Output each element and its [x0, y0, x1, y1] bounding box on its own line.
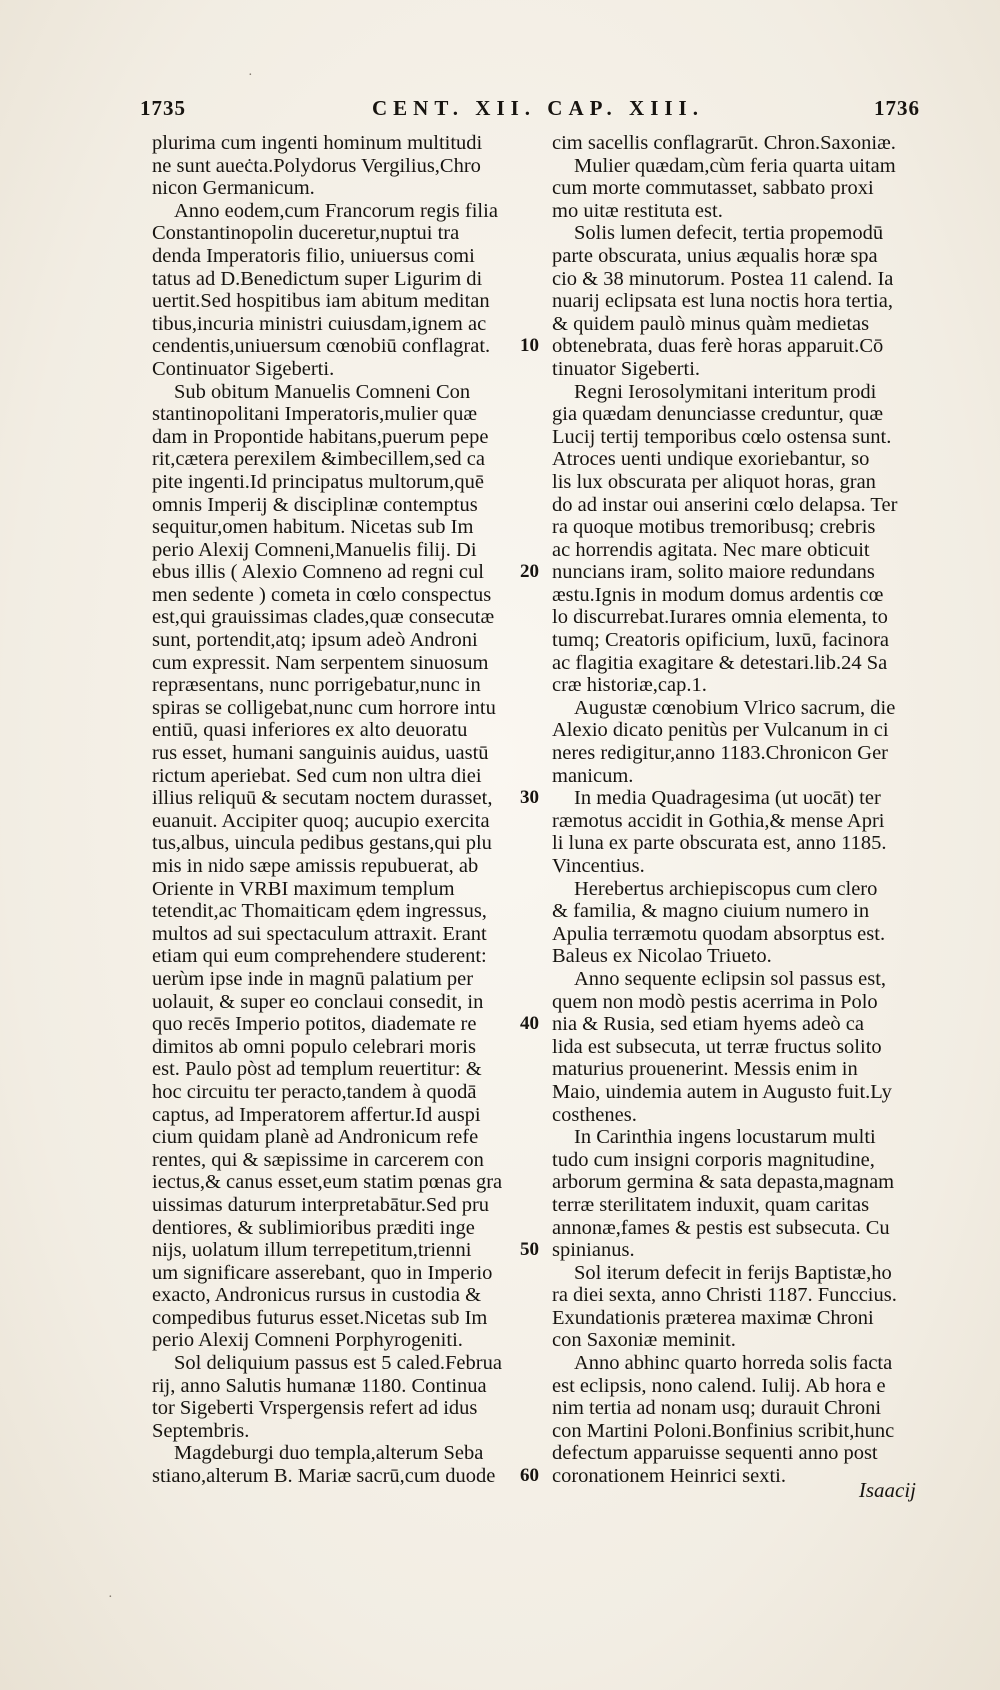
line-number: 60 [520, 1465, 539, 1487]
text-line: Regni Ierosolymitani interitum prodi [574, 380, 877, 403]
text-line: Apulia terræmotu quodam absorptus est. [552, 922, 886, 945]
catchword: Isaacij [858, 1478, 916, 1502]
text-line: In Carinthia ingens locustarum multi [574, 1126, 876, 1149]
text-line: multos ad sui spectaculum attraxit. Erant [152, 922, 487, 945]
text-line: ne sunt aueċta.Polydorus Vergilius,Chro [152, 154, 481, 177]
text-line: tatus ad D.Benedictum super Ligurim di [152, 267, 483, 290]
text-line: rus esset, humani sanguinis auidus, uastū [152, 742, 489, 765]
text-line: gia quædam denunciasse creduntur, quæ [552, 403, 884, 426]
text-line: sequitur,omen habitum. Nicetas sub Im [152, 516, 474, 539]
text-line: tumq; Creatoris opificium, luxū, facinora [552, 629, 890, 652]
left-column [152, 132, 520, 1488]
text-line: repræsentans, nunc porrigebatur,nunc in [152, 674, 481, 697]
page-header [140, 96, 920, 126]
text-line: etiam qui eum comprehendere studerent: [152, 945, 487, 968]
text-line: maturius prouenerint. Messis enim in [552, 1058, 858, 1081]
text-line: rentes, qui & sæpissime in carcerem con [152, 1148, 484, 1171]
text-line: entiū, quasi inferiores ex alto deuoratu [152, 719, 468, 742]
text-line: & familia, & magno ciuium numero in [552, 900, 870, 923]
text-line: Magdeburgi duo templa,alterum Seba [174, 1442, 484, 1465]
text-line: rit,cætera perexilem &imbecillem,sed ca [152, 448, 485, 471]
text-line: tetendit,ac Thomaiticam ędem ingressus, [152, 900, 487, 923]
text-line: rij, anno Salutis humanæ 1180. Continua [152, 1374, 487, 1397]
line-number: 20 [520, 561, 539, 583]
text-line: tor Sigeberti Vrspergensis refert ad idus [152, 1397, 478, 1420]
right-column [552, 132, 927, 1488]
text-line: captus, ad Imperatorem affertur.Id auspi [152, 1103, 481, 1126]
text-line: tibus,incuria ministri cuiusdam,ignem ac [152, 312, 487, 335]
text-line: spinianus. [552, 1239, 635, 1262]
text-line: lo discurrebat.Iurares omnia elementa, to [552, 606, 888, 629]
text-line: manicum. [552, 764, 634, 787]
page-number-left: 1735 [140, 96, 186, 120]
line-number: 30 [520, 787, 539, 809]
text-line: Augustæ cœnobium Vlrico sacrum, die [574, 696, 896, 719]
text-line: Sol iterum defecit in ferijs Baptistæ,ho [574, 1261, 892, 1284]
text-line: ra quoque motibus tremoribusq; crebris [552, 516, 876, 539]
text-line: euanuit. Accipiter quoq; aucupio exercita [152, 809, 490, 832]
text-line: con Saxoniæ meminit. [552, 1329, 736, 1352]
text-line: um significare asserebant, quo in Imperio [152, 1261, 493, 1284]
text-line: est eclipsis, nono calend. Iulij. Ab hora e [552, 1374, 886, 1397]
text-line: quo recēs Imperio potitos, diademate re [152, 1013, 477, 1036]
text-line: Septembris. [152, 1419, 250, 1442]
line-number: 40 [520, 1013, 539, 1035]
text-line: li luna ex parte obscurata est, anno 1185. [552, 832, 887, 855]
text-line: mo uitæ restituta est. [552, 199, 723, 222]
running-title: CENT. XII. CAP. XIII. [372, 96, 704, 120]
text-line: costhenes. [552, 1103, 637, 1126]
text-line: nim tertia ad nonam usq; durauit Chroni [552, 1397, 882, 1420]
text-line: cium quidam planè ad Andronicum refe [152, 1126, 479, 1149]
text-line: cum expressit. Nam serpentem sinuosum [152, 651, 489, 674]
text-line: In media Quadragesima (ut uocāt) ter [574, 787, 881, 810]
text-line: hoc circuitu ter peracto,tandem à quodā [152, 1080, 477, 1103]
text-line: iectus,& canus esset,eum statim pœnas gra [152, 1171, 503, 1194]
text-line: men sedente ) cometa in cœlo conspectus [152, 583, 492, 606]
text-line: cio & 38 minutorum. Postea 11 calend. Ia [552, 267, 894, 290]
text-line: Anno abhinc quarto horreda solis facta [574, 1352, 893, 1375]
text-line: stiano,alterum B. Mariæ sacrū,cum duode [152, 1465, 496, 1488]
text-line: ac flagitia exagitare & detestari.lib.24 Sa [552, 651, 888, 674]
text-line: do ad instar oui anserini cœlo delapsa. Ter [552, 493, 898, 516]
text-line: nijs, uolatum illum terrepetitum,trienni [152, 1239, 472, 1262]
text-line: coronationem Heinrici sexti. [552, 1465, 786, 1488]
text-line: ebus illis ( Alexio Comneno ad regni cul [152, 561, 484, 584]
text-line: cræ historiæ,cap.1. [552, 674, 707, 697]
text-line: Constantinopolin duceretur,nuptui tra [152, 222, 460, 245]
paper-speck: · [108, 1590, 113, 1605]
text-line: ra diei sexta, anno Christi 1187. Funccius. [552, 1284, 897, 1307]
text-line: cim sacellis conflagrarūt. Chron.Saxoniæ. [552, 132, 896, 154]
text-line: mis in nido sæpe amissis repubuerat, ab [152, 855, 479, 877]
text-line: Oriente in VRBI maximum templum [152, 877, 455, 900]
text-line: uissimas daturum interpretabātur.Sed pru [152, 1193, 490, 1216]
text-line: Lucij tertij temporibus cœlo ostensa sunt. [552, 425, 892, 448]
text-line: & quidem paulò minus quàm medietas [552, 312, 870, 335]
text-line: plurima cum ingenti hominum multitudi [152, 132, 483, 154]
text-line: uerùm ipse inde in magnū palatium per [152, 967, 474, 990]
text-line: cum morte commutasset, sabbato proxi [552, 177, 874, 200]
text-line: tudo cum insigni corporis magnitudine, [552, 1148, 875, 1171]
text-line: Baleus ex Nicolao Triueto. [552, 945, 772, 968]
text-line: Maio, uindemia autem in Augusto fuit.Ly [552, 1080, 892, 1103]
text-line: parte obscurata, unius æqualis horæ spa [552, 244, 878, 267]
text-line: illius reliquū & secutam noctem durasset, [152, 787, 493, 810]
text-line: uolauit, & super eo conclaui consedit, in [152, 990, 484, 1013]
text-line: dam in Propontide habitans,puerum pepe [152, 425, 489, 448]
text-line: Alexio dicato penitùs per Vulcanum in ci [552, 719, 889, 742]
paper-speck: · [248, 68, 253, 83]
text-line: con Martini Poloni.Bonfinius scribit,hunc [552, 1419, 895, 1442]
text-line: ac horrendis agitata. Nec mare obticuit [552, 538, 870, 561]
text-line: cendentis,uniuersum cœnobiū conflagrat. [152, 335, 491, 358]
text-line: tus,albus, uincula pedibus gestans,qui plu [152, 832, 492, 855]
text-line: omnis Imperij & disciplinæ contemptus [152, 493, 478, 516]
text-line: est,qui grauissimas clades,quæ consecutæ [152, 606, 495, 629]
text-line: neres redigitur,anno 1183.Chronicon Ger [552, 742, 889, 765]
text-line: uertit.Sed hospitibus iam abitum meditan [152, 290, 490, 313]
text-line: pite ingenti.Id principatus multorum,quē [152, 470, 484, 493]
text-line: denda Imperatoris filio, uniuersus comi [152, 244, 475, 267]
text-line: æstu.Ignis in modum domus ardentis cœ [552, 583, 884, 606]
text-line: Vincentius. [552, 855, 645, 877]
text-line: Anno sequente eclipsin sol passus est, [574, 967, 887, 990]
text-line: obtenebrata, duas ferè horas apparuit.Cō [552, 335, 884, 358]
text-line: perio Alexij Comneni Porphyrogeniti. [152, 1329, 463, 1352]
text-line: perio Alexij Comneni,Manuelis filij. Di [152, 538, 477, 561]
text-line: Exundationis præterea maximæ Chroni [552, 1306, 874, 1329]
text-line: lida est subsecuta, ut terræ fructus solito [552, 1035, 882, 1058]
text-line: Anno eodem,cum Francorum regis filia [174, 199, 498, 222]
text-line: Sol deliquium passus est 5 caled.Februa [174, 1352, 502, 1375]
line-number: 10 [520, 335, 539, 357]
line-number: 50 [520, 1239, 539, 1261]
text-line: compedibus futurus esset.Nicetas sub Im [152, 1306, 488, 1329]
text-line: sunt, portendit,atq; ipsum adeò Androni [152, 629, 478, 652]
text-line: exacto, Andronicus rursus in custodia & [152, 1284, 482, 1307]
text-line: Mulier quædam,cùm feria quarta uitam [574, 154, 896, 177]
page-number-right: 1736 [874, 96, 920, 120]
text-line: spiras se colligebat,nunc cum horrore intu [152, 696, 496, 719]
text-line: annonæ,fames & pestis est subsecuta. Cu [552, 1216, 890, 1239]
text-line: ræmotus accidit in Gothia,& mense Apri [552, 809, 885, 832]
text-line: stantinopolitani Imperatoris,mulier quæ [152, 403, 478, 426]
text-line: Solis lumen defecit, tertia propemodū [574, 222, 884, 245]
text-line: Sub obitum Manuelis Comneni Con [174, 380, 471, 403]
text-line: rictum aperiebat. Sed cum non ultra diei [152, 764, 482, 787]
text-line: defectum apparuisse sequenti anno post [552, 1442, 878, 1465]
text-line: lis lux obscurata per aliquot horas, gran [552, 470, 876, 493]
text-line: nia & Rusia, sed etiam hyems adeò ca [552, 1013, 864, 1036]
text-line: Continuator Sigeberti. [152, 357, 335, 380]
text-line: terræ sterilitatem induxit, quam caritas [552, 1193, 870, 1216]
text-line: arborum germina & sata depasta,magnam [552, 1171, 895, 1194]
text-line: nuncians iram, solito maiore redundans [552, 561, 875, 584]
text-line: tinuator Sigeberti. [552, 357, 701, 380]
text-line: dimitos ab omni populo celebrari moris [152, 1035, 476, 1058]
text-line: Atroces uenti undique exoriebantur, so [552, 448, 870, 471]
text-line: nuarij eclipsata est luna noctis hora tertia, [552, 290, 893, 313]
text-line: quem non modò pestis acerrima in Polo [552, 990, 878, 1013]
text-line: nicon Germanicum. [152, 177, 315, 200]
text-line: est. Paulo pòst ad templum reuertitur: & [152, 1058, 482, 1081]
text-line: Herebertus archiepiscopus cum clero [574, 877, 878, 900]
text-line: dentiores, & sublimioribus præditi inge [152, 1216, 475, 1239]
